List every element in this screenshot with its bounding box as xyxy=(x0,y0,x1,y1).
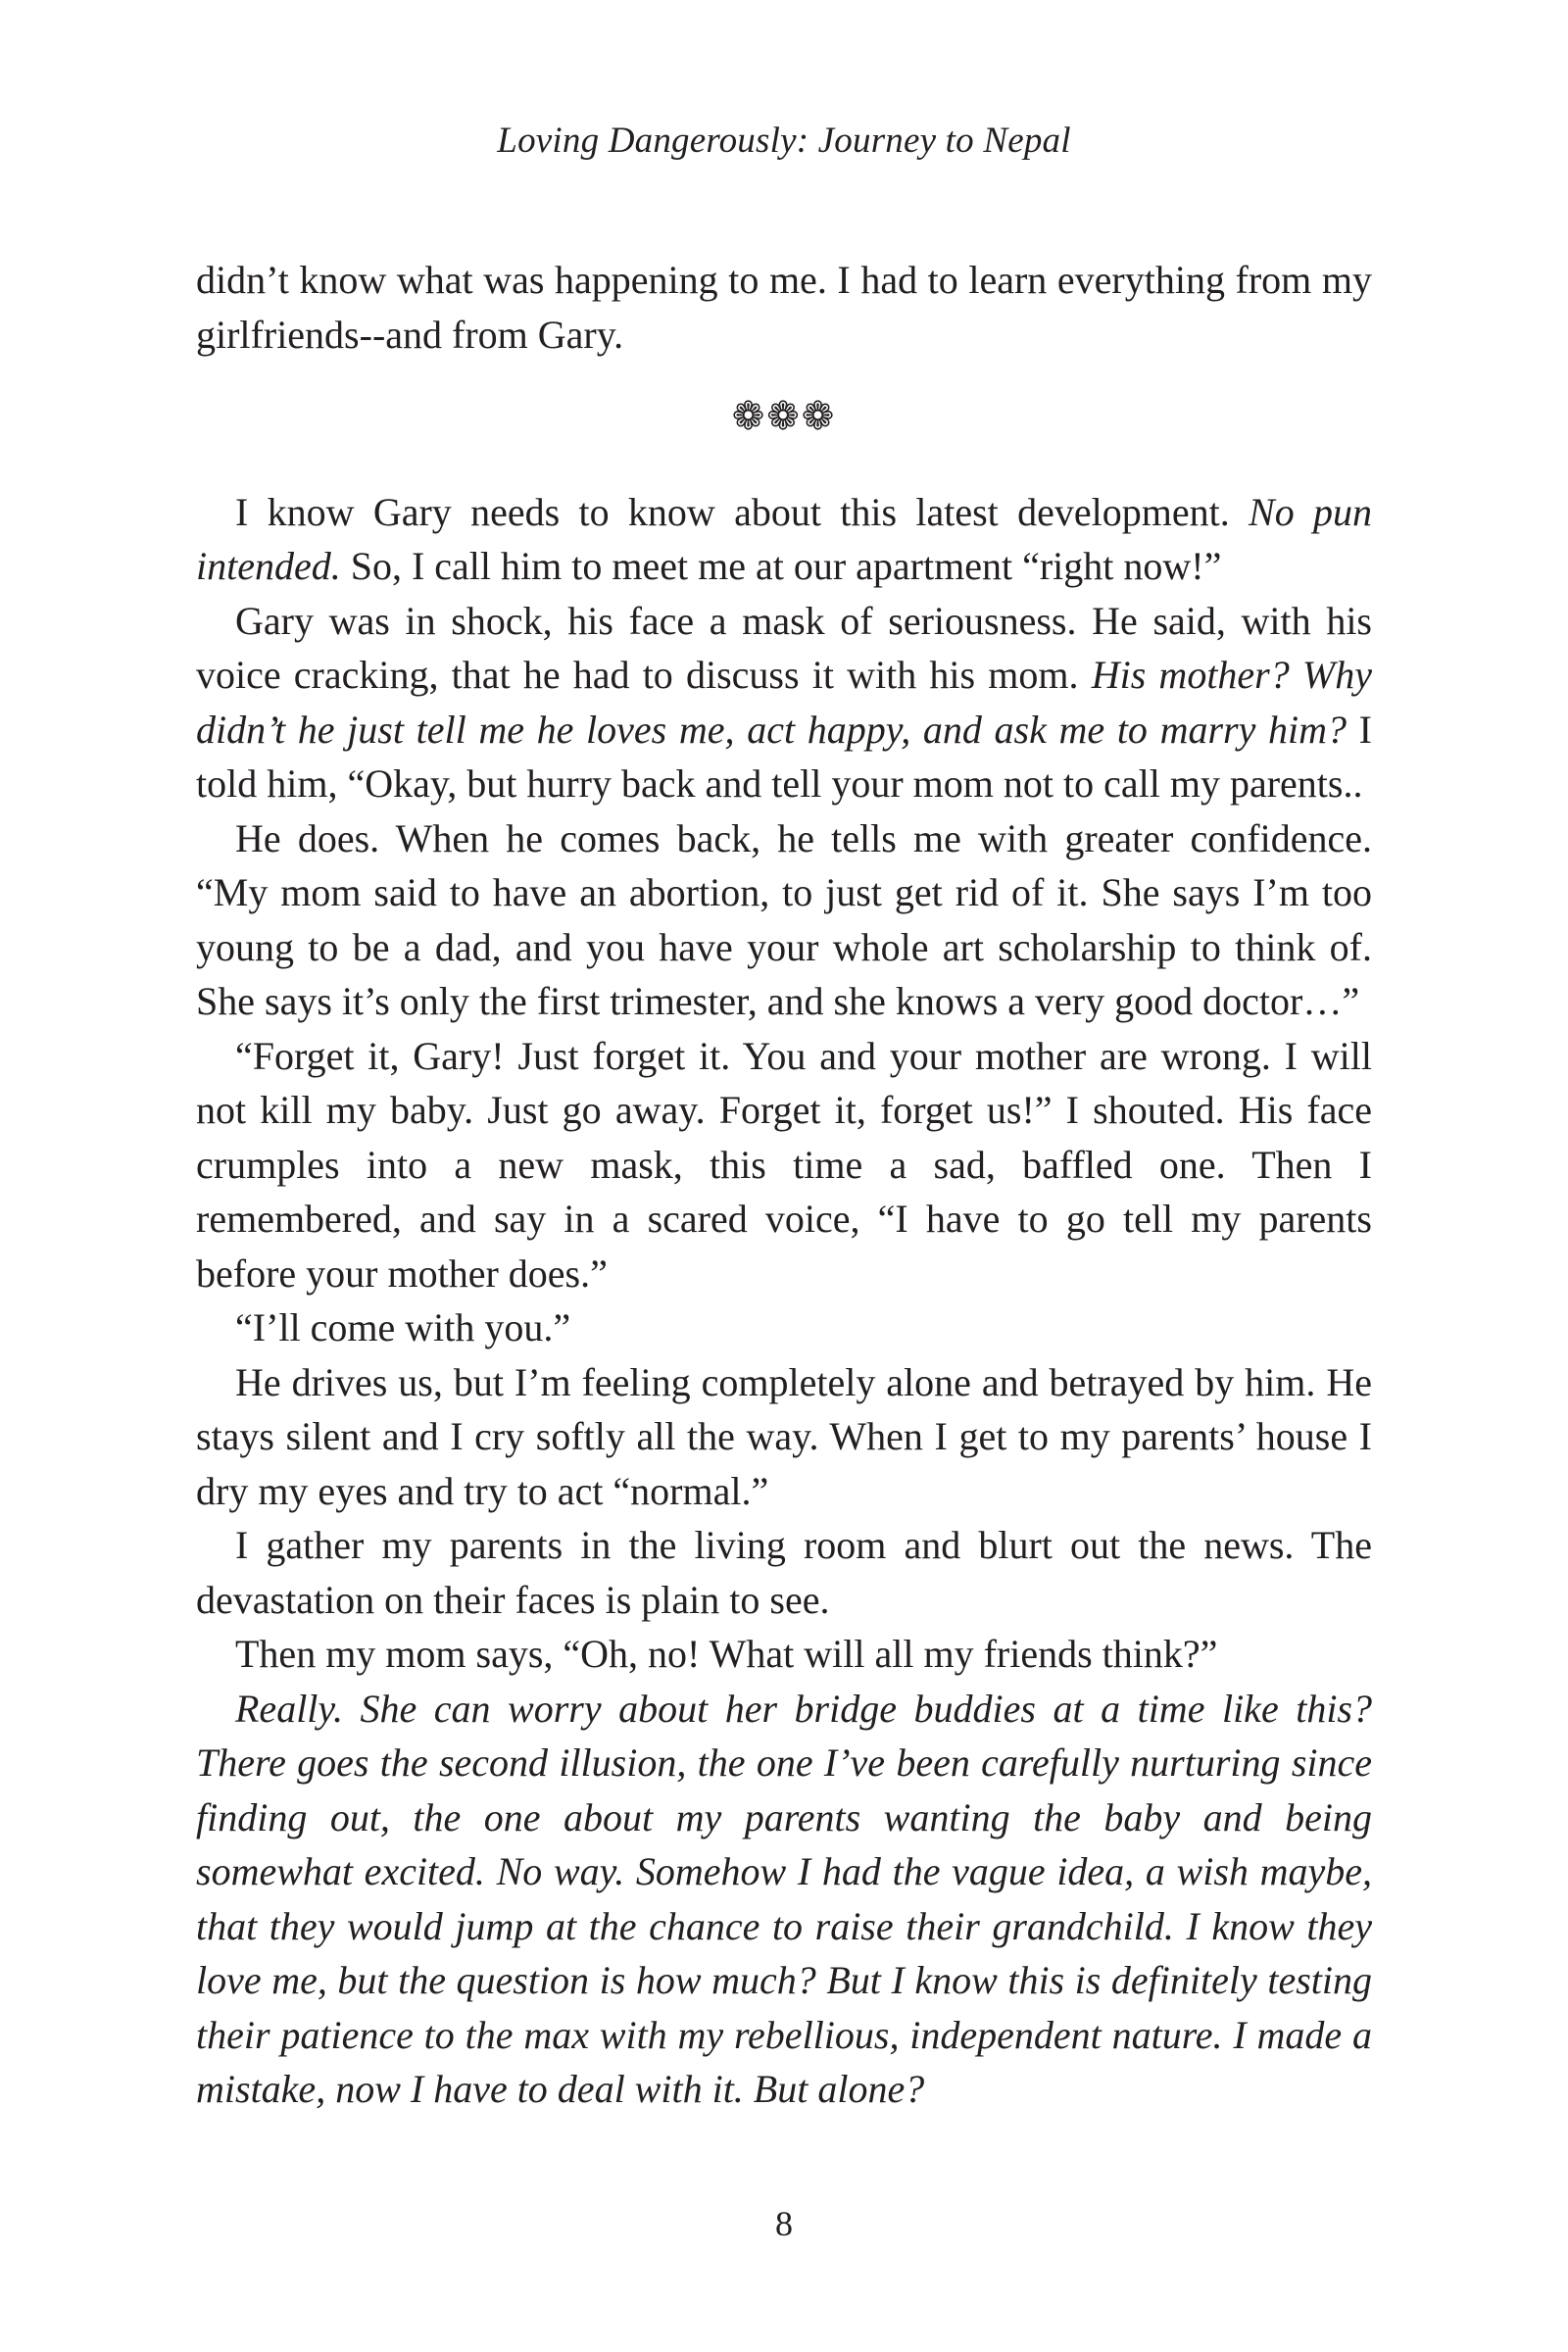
paragraph-2 xyxy=(196,594,1372,811)
paragraph-5: “I’ll come with you.” xyxy=(235,1305,571,1349)
paragraph-2-text-a: Gary was in shock, his face a mask of seriousness. He said, with his voice cracking, that he had to discuss it with his mom. xyxy=(196,598,1372,697)
paragraph-3: He does. When he comes back, he tells me with greater confidence. “My mom said to have an abortion, to just get rid of it. She says I’m too young to be a dad, and you have your whole art scholarship to think of. She says it’s only the first trimester, and she knows a very good doctor…” xyxy=(196,815,1372,1023)
paragraph-1-text-c: So, I call him to meet me at our apartment “right now!” xyxy=(340,544,1222,588)
paragraph-2-text-c: I told him, “Okay, but hurry back and tell your mom not to call my parents.. xyxy=(196,707,1372,806)
running-header: Loving Dangerously: Journey to Nepal xyxy=(497,121,1071,161)
paragraph-7: I gather my parents in the living room and blurt out the news. The devastation on their faces is plain to see. xyxy=(196,1523,1372,1622)
scene-break-ornament: ❁❁❁ xyxy=(731,394,837,438)
paragraph-1 xyxy=(196,485,1372,594)
paragraph-1-text-a: I know Gary needs to know about this latest development. xyxy=(235,489,1250,534)
paragraph-1-italic: No pun intended. xyxy=(196,489,1373,588)
paragraph-2-italic: His mother? Why didn’t he just tell me he loves me, act happy, and ask me to marry him? xyxy=(196,653,1373,752)
page-number: 8 xyxy=(775,2204,793,2243)
body-text xyxy=(196,253,1372,2117)
paragraph-6: He drives us, but I’m feeling completely alone and betrayed by him. He stays silent and I cry softly all the way. When I get to my parents’ house I dry my eyes and try to act “normal.” xyxy=(196,1359,1372,1513)
paragraph-continued: didn’t know what was happening to me. I had to learn everything from my girlfriends--and from Gary. xyxy=(196,258,1372,357)
paragraph-8: Then my mom says, “Oh, no! What will all my friends think?” xyxy=(235,1632,1218,1676)
paragraph-9-italic: Really. She can worry about her bridge buddies at a time like this? There goes the second illusion, the one I’ve been carefully nurturing since finding out, the one about my parents wanting the baby and being somewhat excited. No way. Somehow I had the vague idea, a wish maybe, that they would jump at the chance to raise their grandchild. I know they love me, but the question is how much? But I know this is definitely testing their patience to the max with my rebellious, independent nature. I made a mistake, now I have to deal with it. But alone? xyxy=(196,1686,1372,2111)
paragraph-4: “Forget it, Gary! Just forget it. You and your mother are wrong. I will not kill my baby. Just go away. Forget it, forget us!” I shouted. His face crumples into a new mask, this time a sad, baffled one. Then I remembered, and say in a scared voice, “I have to go tell my parents before your mother does.” xyxy=(196,1033,1372,1296)
